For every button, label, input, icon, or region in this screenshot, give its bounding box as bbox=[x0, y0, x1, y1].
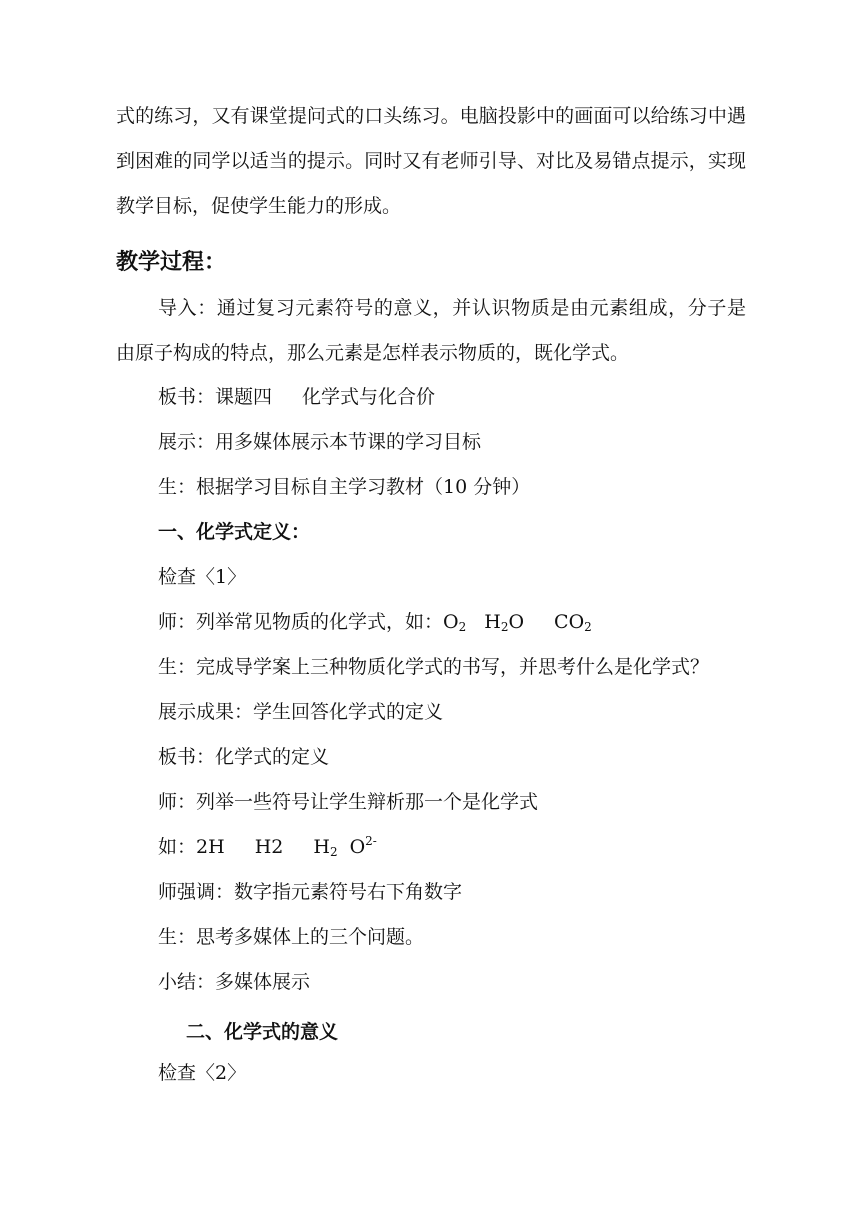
example-h2: H2 bbox=[254, 836, 284, 858]
board-definition-line: 板书：化学式的定义 bbox=[158, 746, 330, 768]
formula-h2o: $H_2O$ bbox=[484, 611, 525, 634]
student-self-study-line: 生：根据学习目标自主学习教材（10 分钟） bbox=[158, 476, 531, 498]
formula-co2: $CO_2$ bbox=[554, 611, 592, 634]
check1-line: 检查〈1〉 bbox=[158, 566, 247, 588]
example-2h: 2H bbox=[196, 836, 225, 858]
process-heading: 教学过程： bbox=[116, 249, 227, 275]
board-topic-title: 化学式与化合价 bbox=[302, 386, 436, 408]
check2-line: 检查〈2〉 bbox=[158, 1062, 247, 1084]
board-topic-prefix: 板书：课题四 bbox=[158, 386, 273, 408]
show-result-line: 展示成果：学生回答化学式的定义 bbox=[158, 701, 444, 723]
teacher-examples-prefix: 师：列举常见物质的化学式，如： bbox=[158, 611, 444, 633]
board-topic-line bbox=[158, 385, 435, 409]
student-task-line: 生：完成导学案上三种物质化学式的书写，并思考什么是化学式？ bbox=[158, 656, 710, 678]
show-goals-line: 展示：用多媒体展示本节课的学习目标 bbox=[158, 431, 482, 453]
teacher-discriminate-line: 师：列举一些符号让学生辩析那一个是化学式 bbox=[158, 791, 539, 813]
student-think-line: 生：思考多媒体上的三个问题。 bbox=[158, 926, 425, 948]
examples-line bbox=[158, 835, 377, 859]
teacher-examples-line bbox=[158, 610, 592, 634]
section1-heading: 一、化学式定义： bbox=[158, 521, 311, 543]
lead-in-paragraph: 导入：通过复习元素符号的意义，并认识物质是由元素组成，分子是由原子构成的特点，那么元素是怎样表示物质的，既化学式。 bbox=[116, 297, 746, 364]
teacher-emphasis-line: 师强调：数字指元素符号右下角数字 bbox=[158, 881, 463, 903]
intro-paragraph: 式的练习，又有课堂提问式的口头练习。电脑投影中的画面可以给练习中遇到困难的同学以适当的提示。同时又有老师引导、对比及易错点提示，实现教学目标，促使学生能力的形成。 bbox=[116, 105, 746, 217]
examples-prefix: 如： bbox=[158, 836, 197, 858]
section2-heading: 二、化学式的意义 bbox=[186, 1021, 339, 1043]
example-h2-subscript: $H_2$ bbox=[313, 836, 338, 859]
example-o2-ion: $O^{2-}$ bbox=[349, 834, 377, 858]
formula-o2: $O_2$ bbox=[443, 611, 467, 634]
summary-line: 小结：多媒体展示 bbox=[158, 971, 311, 993]
